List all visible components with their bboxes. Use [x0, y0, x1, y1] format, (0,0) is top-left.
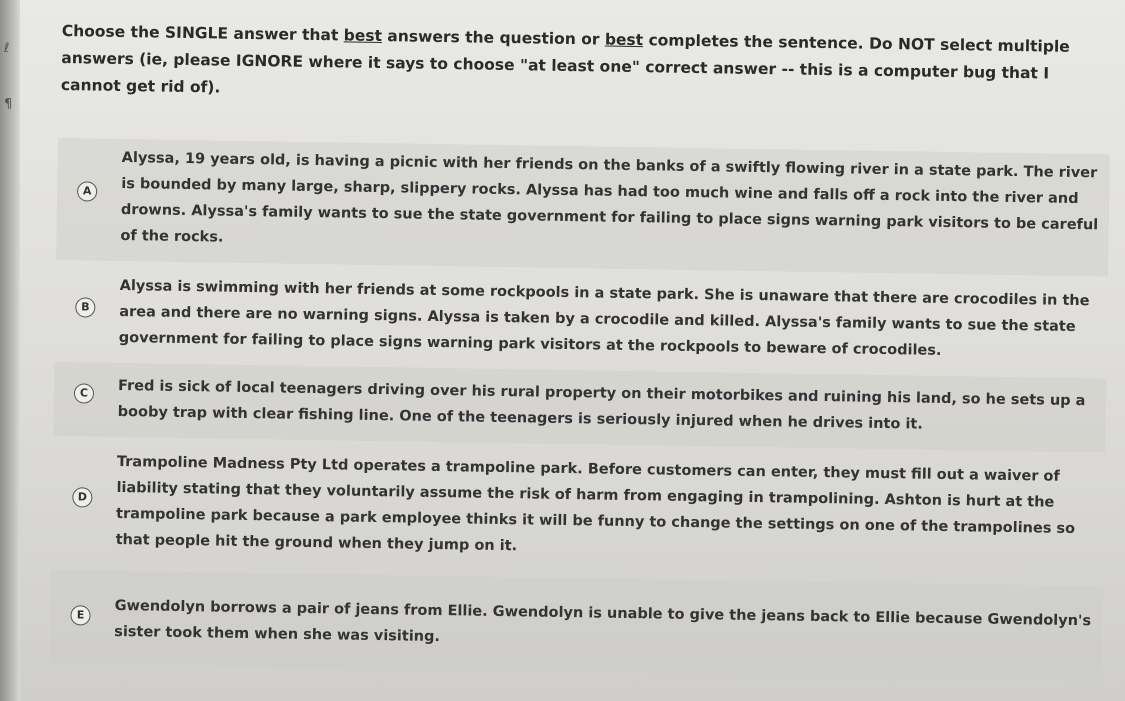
edge-mark-icon: ℓ	[4, 41, 10, 56]
option-radio-e[interactable]: E	[70, 605, 90, 625]
answer-options	[50, 138, 1110, 680]
option-radio-a[interactable]: A	[77, 181, 97, 201]
screen-left-edge	[0, 0, 20, 701]
instructions-emphasis: best	[604, 30, 644, 50]
edge-mark-icon: ¶	[4, 97, 13, 112]
instructions-text: Choose the SINGLE answer that	[61, 21, 344, 45]
instructions-emphasis: best	[343, 26, 383, 46]
answer-option-a[interactable]	[56, 138, 1110, 277]
option-text-e: Gwendolyn borrows a pair of jeans from Ellie. Gwendolyn is unable to give the jeans back to Ellie because Gwendolyn's sister took them when she was visiting.	[114, 597, 1092, 646]
option-text-c: Fred is sick of local teenagers driving over his rural property on their motorbikes and ruining his land, so he sets up a booby trap with clear fishing line. One of the teenagers is seriously injured when he drives into it.	[117, 377, 1086, 433]
option-radio-d[interactable]: D	[72, 487, 92, 507]
option-radio-c[interactable]: C	[74, 383, 94, 403]
instructions-text: completes the sentence. Do NOT select multiple answers (ie, please IGNORE where it says to choose "at least one" correct answer -- this is a computer bug that I cannot get rid of).	[60, 31, 1070, 97]
instructions-text: answers the question or	[381, 27, 606, 49]
option-text-a: Alyssa, 19 years old, is having a picnic with her friends on the banks of a swiftly flowing river in a state park. The river is bounded by many large, sharp, slippery rocks. Alyssa has had too much wine and falls off a rock into the river and drowns. Alyssa's family wants to sue the state government for failing to place signs warning park visitors to be careful of the rocks.	[120, 150, 1099, 246]
option-radio-b[interactable]: B	[75, 297, 95, 317]
question-instructions	[61, 18, 1112, 115]
option-text-d: Trampoline Madness Pty Ltd operates a trampoline park. Before customers can enter, they must fill out a waiver of liability stating that they voluntarily assume the risk of harm from engaging in trampolining. Ashton is hurt at the trampoline park because a park employee thinks it will be funny to change the settings on one of the trampolines so that people hit the ground when they jump on it.	[115, 453, 1076, 555]
option-text-b: Alyssa is swimming with her friends at some rockpools in a state park. She is unaware that there are crocodiles in the area and there are no warning signs. Alyssa is taken by a crocodile and killed. Alyssa's family wants to sue the state government for failing to place signs warning park visitors at the rockpools to beware of crocodiles.	[118, 277, 1090, 359]
answer-option-e[interactable]	[50, 570, 1103, 681]
answer-option-d[interactable]	[51, 436, 1105, 587]
answer-option-b[interactable]	[54, 260, 1107, 379]
